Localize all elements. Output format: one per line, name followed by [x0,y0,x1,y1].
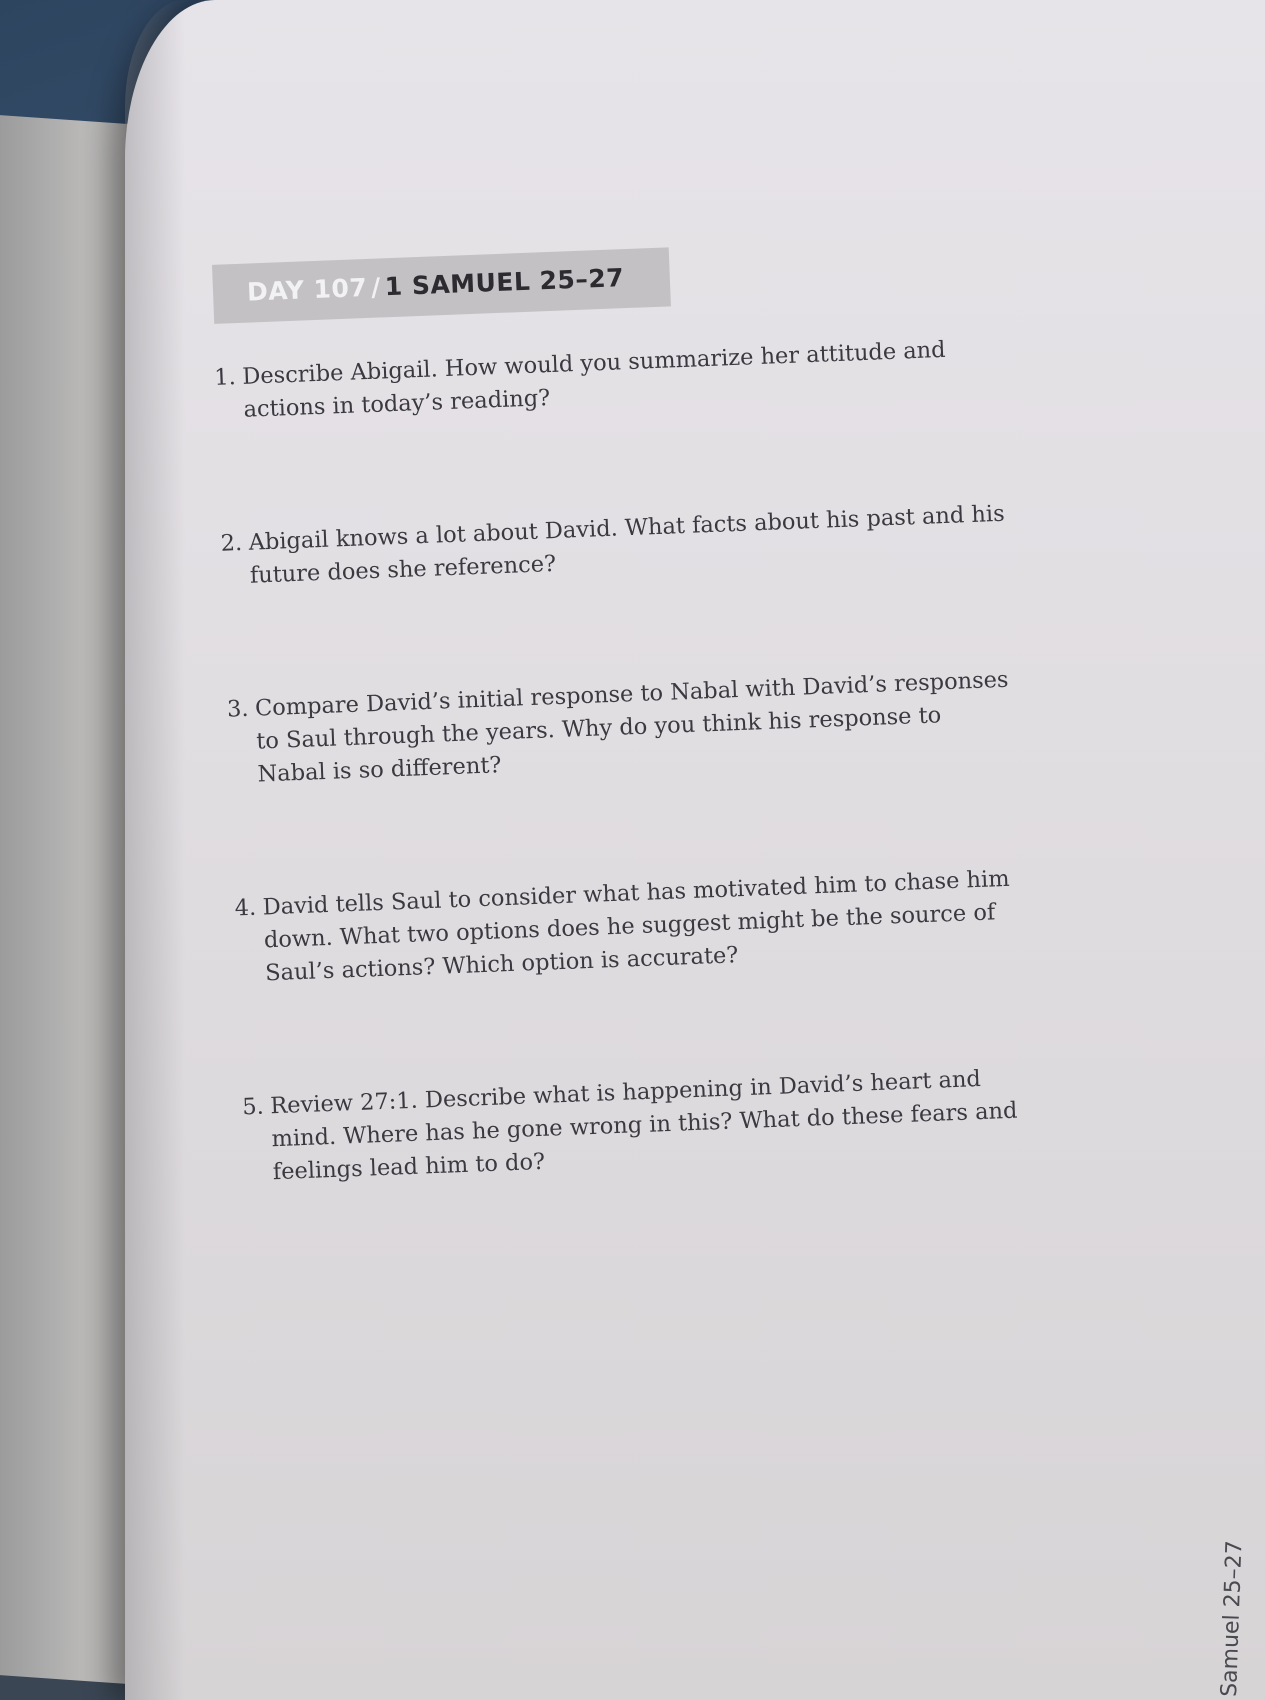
question-number: 5. [241,1093,265,1121]
day-number: DAY 107 [246,272,368,307]
question-item [220,496,1042,593]
question-text: Describe Abigail. How would you summarize her attitude and actions in today’s reading? [241,336,947,423]
question-text: David tells Saul to consider what has motivated him to chase him down. What two options does he suggest might be the source of Saul’s actions? Which option is accurate? [262,865,1011,987]
reading-reference: 1 SAMUEL 25–27 [384,263,625,302]
question-number: 1. [213,364,237,391]
question-list [214,330,1065,1190]
page-content [210,234,1069,1291]
question-number: 2. [220,529,243,557]
question-item [234,861,1057,991]
question-text: Compare David’s initial response to Nabal with David’s responses to Saul through the years. Why do you think his response to Nabal is so different? [254,666,1009,788]
question-item [226,662,1049,792]
running-head: Samuel 25–27 [1216,1540,1247,1698]
question-number: 4. [234,894,257,922]
header-separator: / [370,272,382,302]
question-number: 3. [226,695,250,723]
question-item [214,330,1036,427]
question-item [242,1060,1065,1190]
question-text: Abigail knows a lot about David. What facts about his past and his future does she reference? [248,500,1006,589]
question-text: Review 27:1. Describe what is happening in David’s heart and mind. Where has he gone wrong in this? What do these fears and feelings lead him to do? [269,1066,1018,1186]
